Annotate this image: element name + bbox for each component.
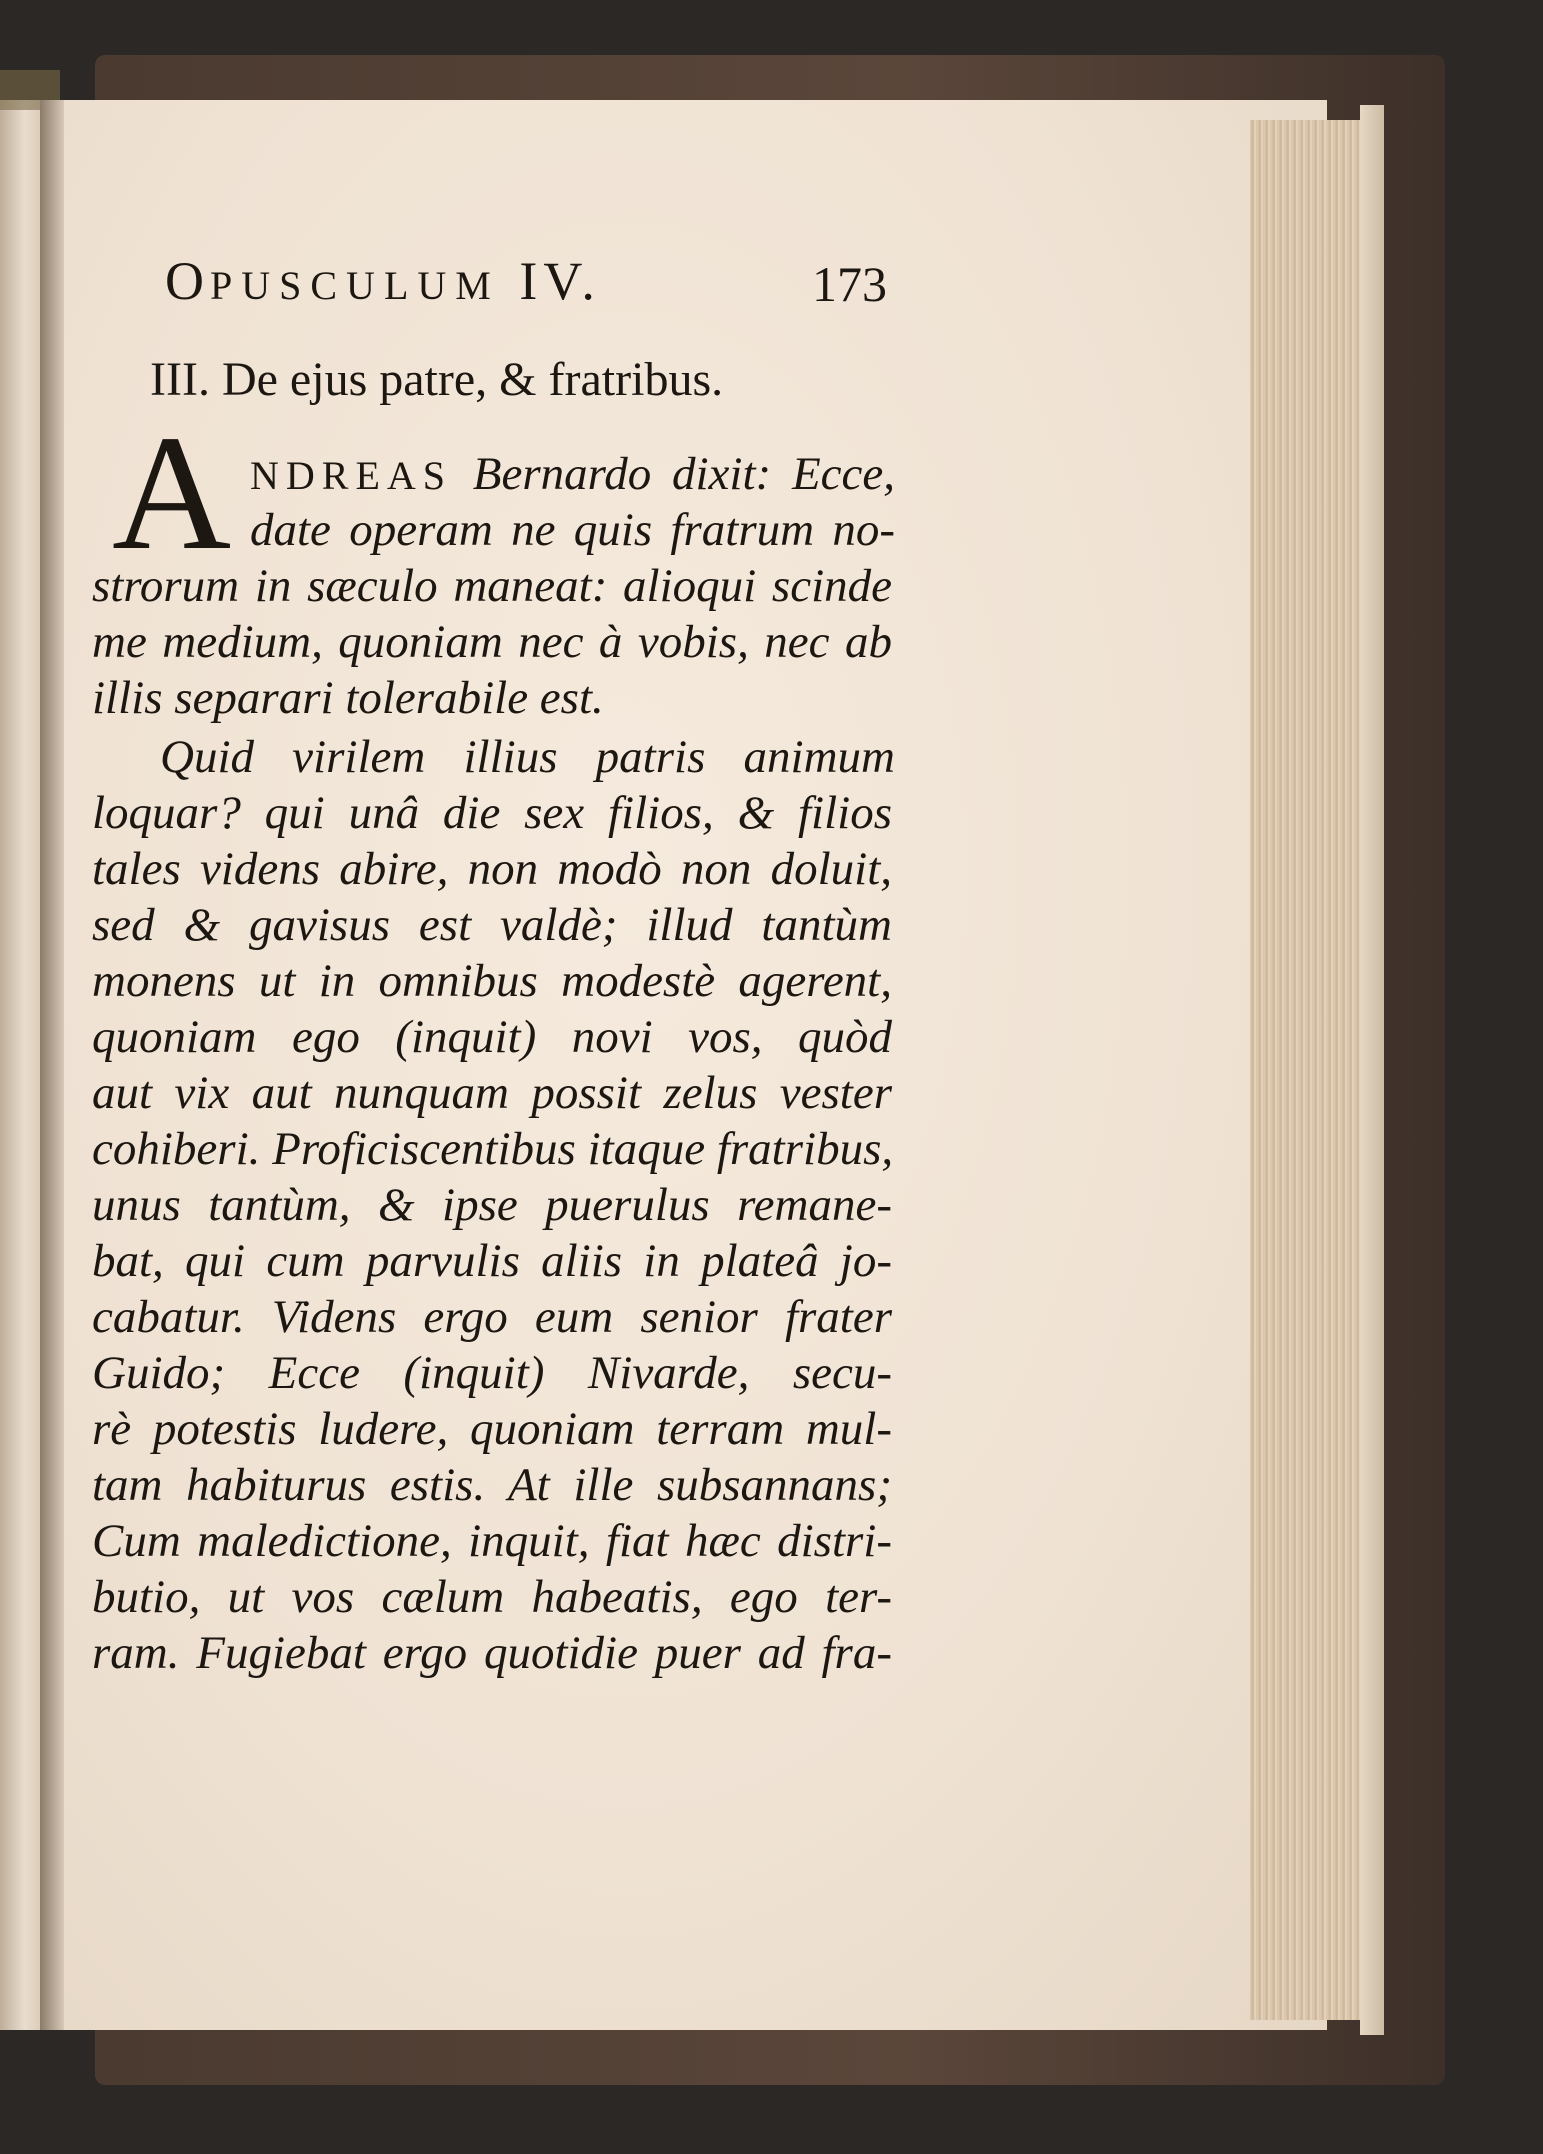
text-line: illis separari tolerabile est. bbox=[92, 672, 604, 724]
text-line: butio, ut vos cælum habeatis, ego ter- bbox=[92, 1571, 892, 1623]
text-line: Cum maledictione, inquit, fiat hæc distri- bbox=[92, 1515, 892, 1567]
text-line: cohiberi. Proficiscentibus itaque fratribus, bbox=[92, 1123, 894, 1175]
section-heading: III. De ejus patre, & fratribus. bbox=[150, 353, 724, 406]
text-line: Quid virilem illius patris animum bbox=[160, 731, 895, 783]
page-stack bbox=[1250, 120, 1363, 2020]
text-line: bat, qui cum parvulis aliis in plateâ jo- bbox=[92, 1235, 892, 1287]
text-line: cabatur. Videns ergo eum senior frater bbox=[92, 1291, 892, 1343]
drop-cap: A bbox=[112, 401, 232, 584]
running-head-small-caps: PUSCULUM bbox=[210, 263, 500, 308]
text-line: Guido; Ecce (inquit) Nivarde, secu- bbox=[92, 1347, 892, 1399]
text-line: aut vix aut nunquam possit zelus vester bbox=[92, 1067, 892, 1119]
running-head-initial: O bbox=[165, 251, 210, 311]
running-head bbox=[165, 250, 601, 312]
text-line: ram. Fugiebat ergo quotidie puer ad fra- bbox=[92, 1627, 892, 1679]
text-line: sed & gavisus est valdè; illud tantùm bbox=[92, 899, 892, 951]
line-text: Bernardo dixit: Ecce, bbox=[452, 448, 895, 500]
text-line: unus tantùm, & ipse puerulus remane- bbox=[92, 1179, 892, 1231]
text-line: me medium, quoniam nec à vobis, nec ab bbox=[92, 616, 892, 668]
text-line: date operam ne quis fratrum no- bbox=[250, 504, 895, 556]
text-line: quoniam ego (inquit) novi vos, quòd bbox=[92, 1011, 892, 1063]
text-line: monens ut in omnibus modestè agerent, bbox=[92, 955, 892, 1007]
page-stack-edge bbox=[1360, 105, 1384, 2035]
left-page-edge bbox=[0, 100, 45, 2030]
text-line: rè potestis ludere, quoniam terram mul- bbox=[92, 1403, 892, 1455]
page-number: 173 bbox=[812, 256, 887, 312]
small-caps-word: NDREAS bbox=[250, 453, 453, 498]
text-line: strorum in sæculo maneat: alioqui scinde bbox=[92, 560, 892, 612]
spine-gutter bbox=[40, 100, 64, 2030]
text-line: loquar? qui unâ die sex filios, & filios bbox=[92, 787, 892, 839]
text-line: tales videns abire, non modò non doluit, bbox=[92, 843, 892, 895]
running-head-number: IV. bbox=[519, 251, 601, 311]
text-line: tam habiturus estis. At ille subsannans; bbox=[92, 1459, 892, 1511]
text-line bbox=[250, 447, 895, 501]
